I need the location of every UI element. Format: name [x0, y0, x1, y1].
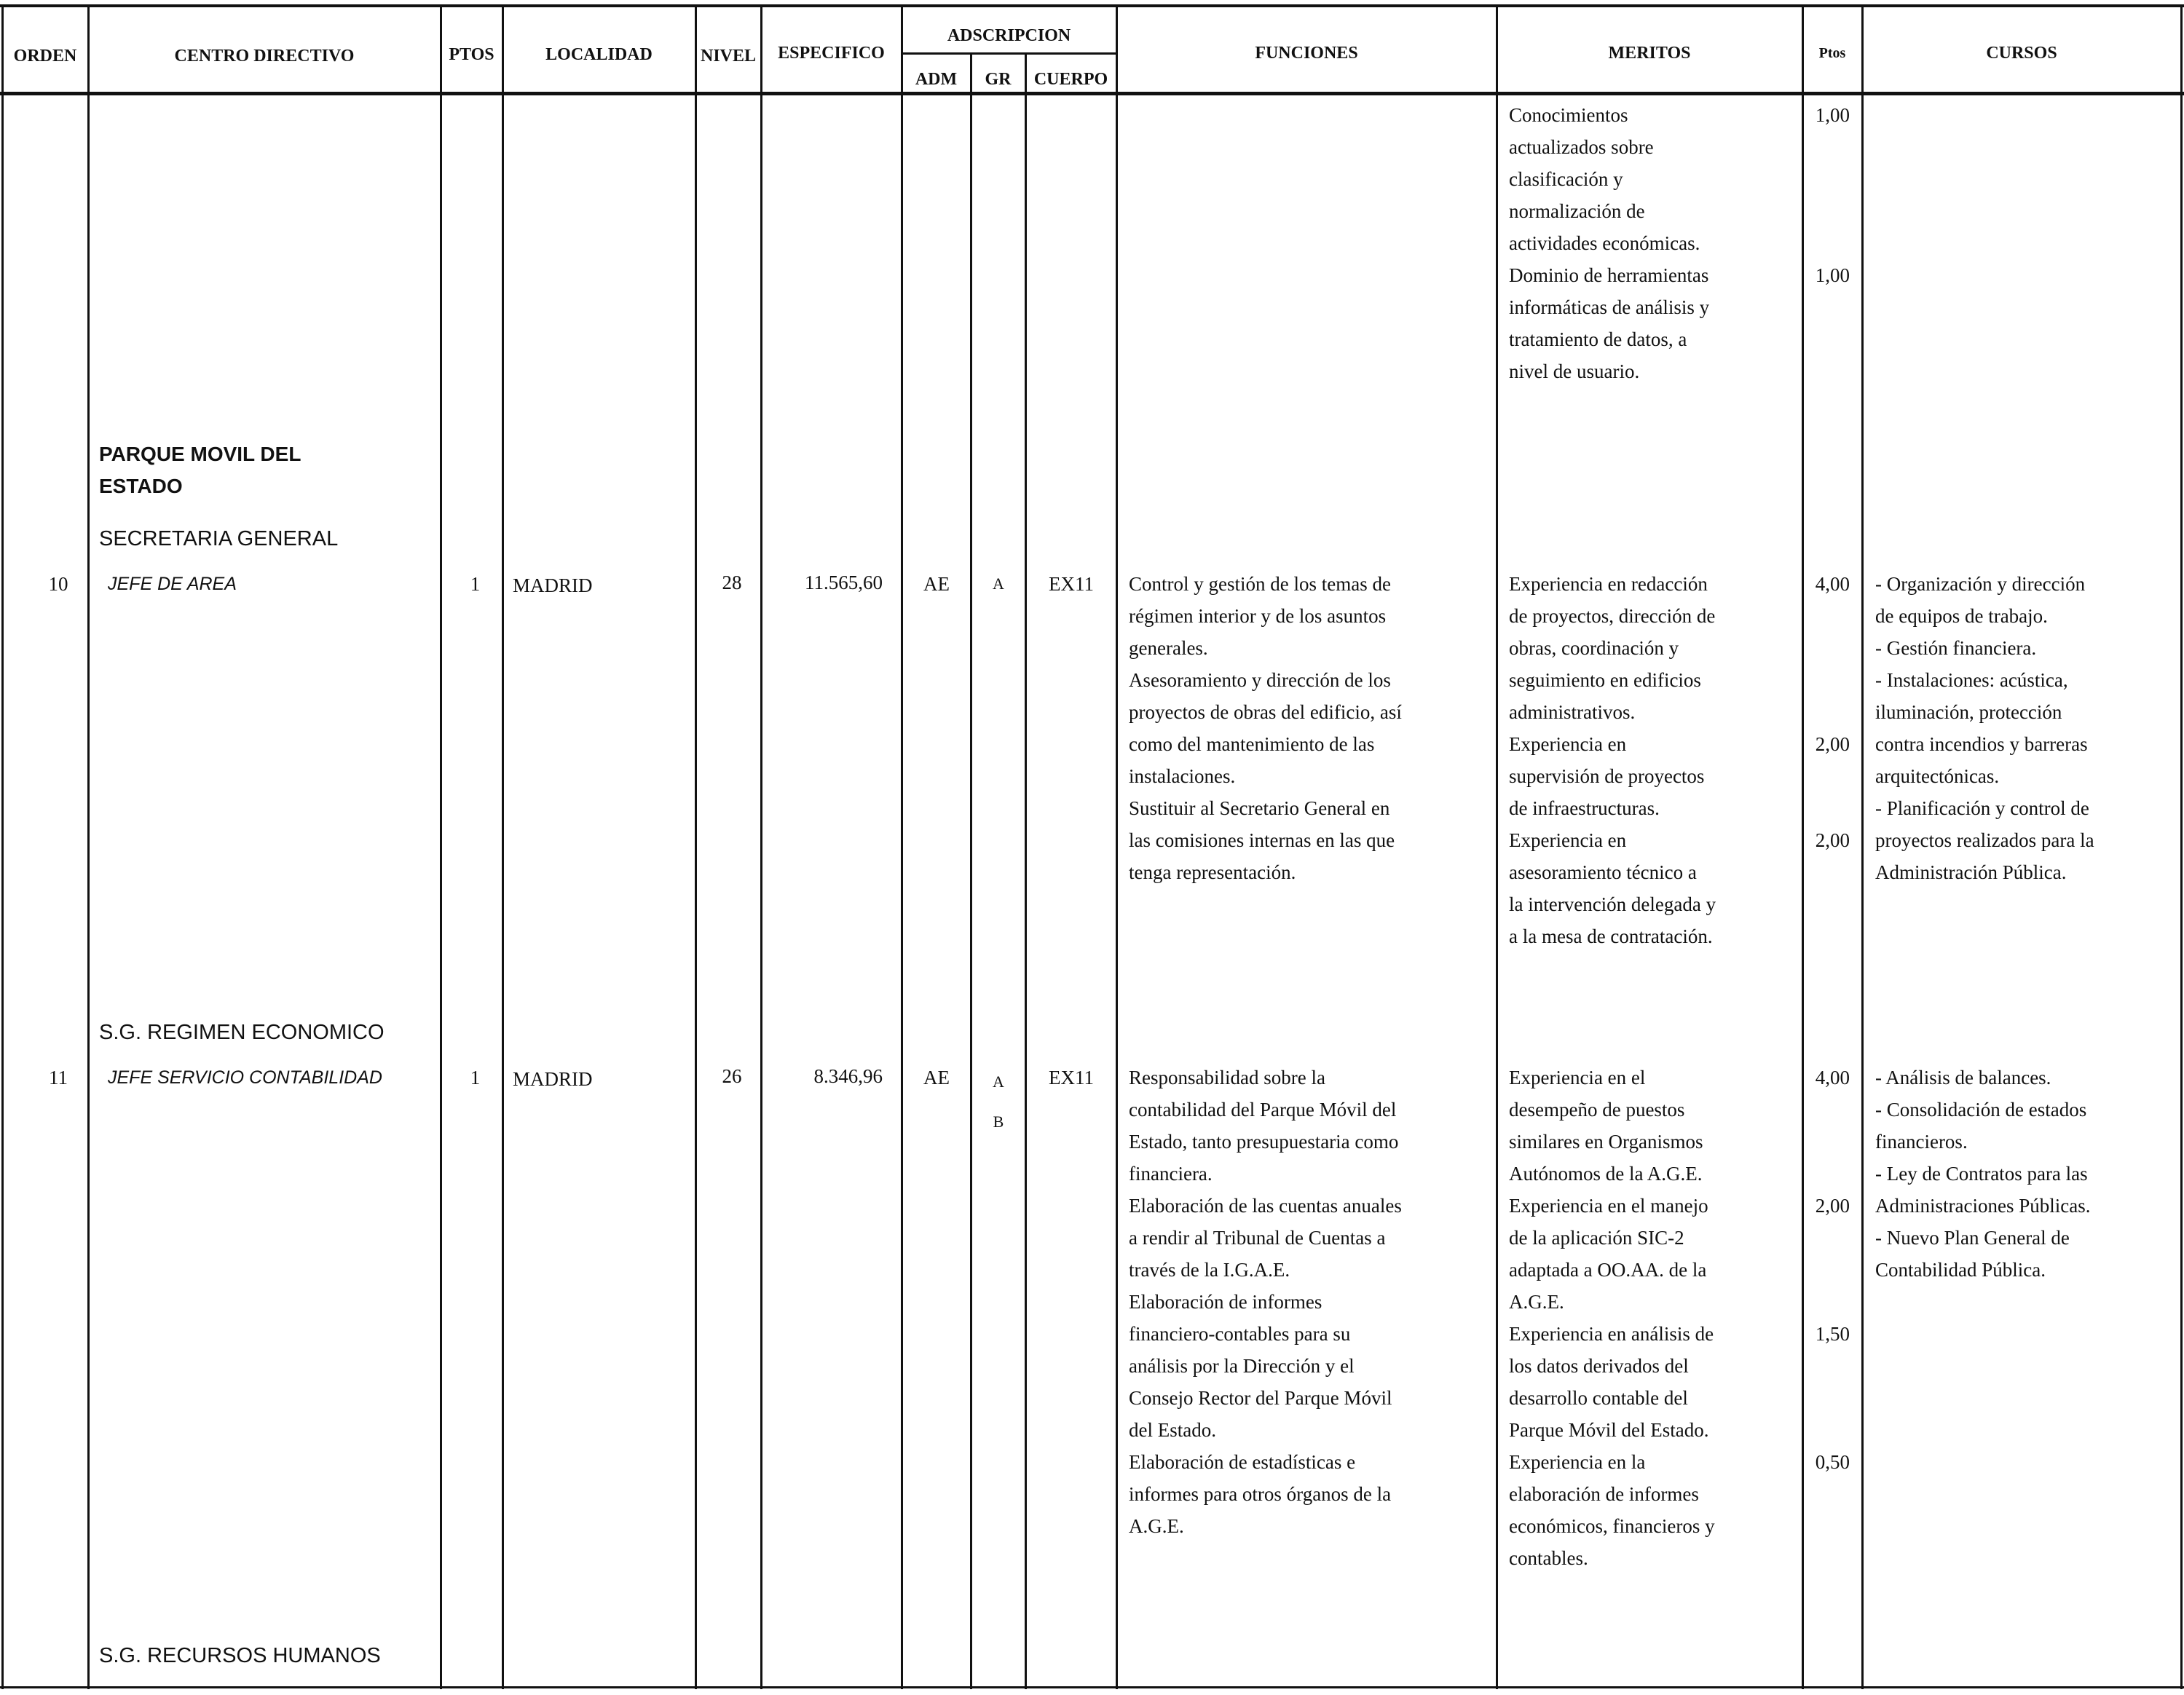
nivel: 28 — [722, 572, 742, 593]
adm: AE — [923, 1067, 950, 1088]
gr: A B — [993, 1072, 1004, 1131]
merito-text: Experiencia en el manejo de la aplicación SIC-2 adaptada a OO.AA. de la A.G.E. — [1509, 1195, 1708, 1313]
col-line — [502, 4, 504, 1689]
funciones: Responsabilidad sobre la contabilidad del Parque Móvil del Estado, tanto presupuestaria como financiera. Elaboración de las cuentas anuales a rendir al Tribunal de Cuentas a través de la I.G.A.E. Elaboración de informes financiero-contables para su análisis por la Dirección y el Consejo Rector del Parque Móvil del Estado. Elaboración de estadísticas e informes para otros órganos de la A.G.E. — [1129, 1067, 1402, 1537]
merito-ptos: 2,00 — [1815, 829, 1850, 851]
merito-ptos: 4,00 — [1815, 573, 1850, 595]
merito-ptos: 1,00 — [1815, 104, 1850, 126]
cuerpo: EX11 — [1049, 573, 1094, 595]
header-ptos-meritos: Ptos — [1818, 45, 1846, 61]
orden: 10 — [48, 573, 68, 595]
header-orden: ORDEN — [13, 47, 77, 66]
header-adm: ADM — [915, 70, 958, 89]
merito-text: Dominio de herramientas informáticas de análisis y tratamiento de datos, a nivel de usuario. — [1509, 264, 1710, 382]
col-line — [901, 4, 903, 1689]
section-recursos-humanos: S.G. RECURSOS HUMANOS — [99, 1644, 381, 1667]
header-meritos: MERITOS — [1608, 44, 1691, 63]
merito-text: Experiencia en el desempeño de puestos similares en Organismos Autónomos de la A.G.E. — [1509, 1067, 1703, 1185]
header-centro-directivo: CENTRO DIRECTIVO — [174, 47, 355, 66]
header-cursos: CURSOS — [1986, 44, 2057, 63]
section-organismo: PARQUE MOVIL DEL ESTADO — [99, 443, 301, 497]
header-nivel: NIVEL — [700, 47, 757, 66]
merito-text: Experiencia en la elaboración de informes económicos, financieros y contables. — [1509, 1451, 1715, 1569]
gr: A — [993, 574, 1004, 593]
header-cuerpo: CUERPO — [1033, 70, 1108, 89]
col-line — [760, 4, 762, 1689]
col-line — [970, 54, 972, 1689]
col-line — [1025, 54, 1027, 1689]
col-line — [1861, 4, 1864, 1689]
col-line — [1496, 4, 1498, 1689]
especifico: 8.346,96 — [813, 1065, 883, 1087]
ptos: 1 — [470, 573, 481, 595]
localidad: MADRID — [513, 1068, 593, 1090]
merito-ptos: 1,50 — [1815, 1323, 1850, 1345]
localidad: MADRID — [513, 574, 593, 596]
col-line — [87, 4, 90, 1689]
cursos: - Organización y dirección de equipos de trabajo. - Gestión financiera. - Instalaciones: acústica, iluminación, protección contra incendios y barreras arquitectónicas. - Planificación y control de proyectos realizados para la Administración Pública. — [1875, 573, 2094, 883]
header-adscripcion: ADSCRIPCION — [947, 26, 1071, 45]
merito-text: Experiencia en análisis de los datos derivados del desarrollo contable del Parque Móvil del Estado. — [1509, 1323, 1714, 1441]
header-bottom-border — [0, 92, 2184, 95]
header-ptos: PTOS — [449, 45, 494, 64]
header-localidad: LOCALIDAD — [545, 45, 653, 64]
header-gr: GR — [985, 70, 1012, 89]
merito-text: Conocimientos actualizados sobre clasificación y normalización de actividades económicas. — [1509, 104, 1700, 254]
col-line — [1, 4, 4, 1689]
col-line — [1116, 4, 1118, 1689]
puesto: JEFE SERVICIO CONTABILIDAD — [108, 1067, 382, 1088]
section-regimen-economico: S.G. REGIMEN ECONOMICO — [99, 1021, 385, 1044]
table-top-border — [0, 4, 2184, 7]
merito-text: Experiencia en redacción de proyectos, dirección de obras, coordinación y seguimiento en edificios administrativos. — [1509, 573, 1716, 723]
col-line — [440, 4, 442, 1689]
merito-ptos: 2,00 — [1815, 733, 1850, 755]
header-especifico: ESPECIFICO — [778, 44, 885, 63]
ptos: 1 — [470, 1067, 481, 1088]
merito-text: Experiencia en supervisión de proyectos de infraestructuras. — [1509, 733, 1705, 819]
cuerpo: EX11 — [1049, 1067, 1094, 1088]
table-bottom-border — [0, 1686, 2184, 1688]
merito-text: Experiencia en asesoramiento técnico a la intervención delegada y a la mesa de contratación. — [1509, 829, 1716, 947]
col-line — [695, 4, 697, 1689]
header-funciones: FUNCIONES — [1255, 44, 1358, 63]
nivel: 26 — [722, 1065, 742, 1087]
col-line — [2180, 4, 2183, 1689]
adm: AE — [923, 573, 950, 595]
merito-ptos: 4,00 — [1815, 1067, 1850, 1088]
orden: 11 — [49, 1067, 68, 1088]
especifico: 11.565,60 — [805, 572, 883, 593]
cursos: - Análisis de balances. - Consolidación de estados financieros. - Ley de Contratos para las Administraciones Públicas. - Nuevo Plan General de Contabilidad Pública. — [1875, 1067, 2091, 1281]
puesto: JEFE DE AREA — [108, 574, 237, 594]
funciones: Control y gestión de los temas de régimen interior y de los asuntos generales. Asesoramiento y dirección de los proyectos de obras del edificio, así como del mantenimiento de las instalaciones. Sustituir al Secretario General en las comisiones internas en las que tenga representación. — [1129, 573, 1402, 883]
merito-ptos: 2,00 — [1815, 1195, 1850, 1217]
adscripcion-divider — [902, 52, 1118, 55]
section-secretaria-general: SECRETARIA GENERAL — [99, 527, 339, 550]
merito-ptos: 0,50 — [1815, 1451, 1850, 1473]
merito-ptos: 1,00 — [1815, 264, 1850, 286]
